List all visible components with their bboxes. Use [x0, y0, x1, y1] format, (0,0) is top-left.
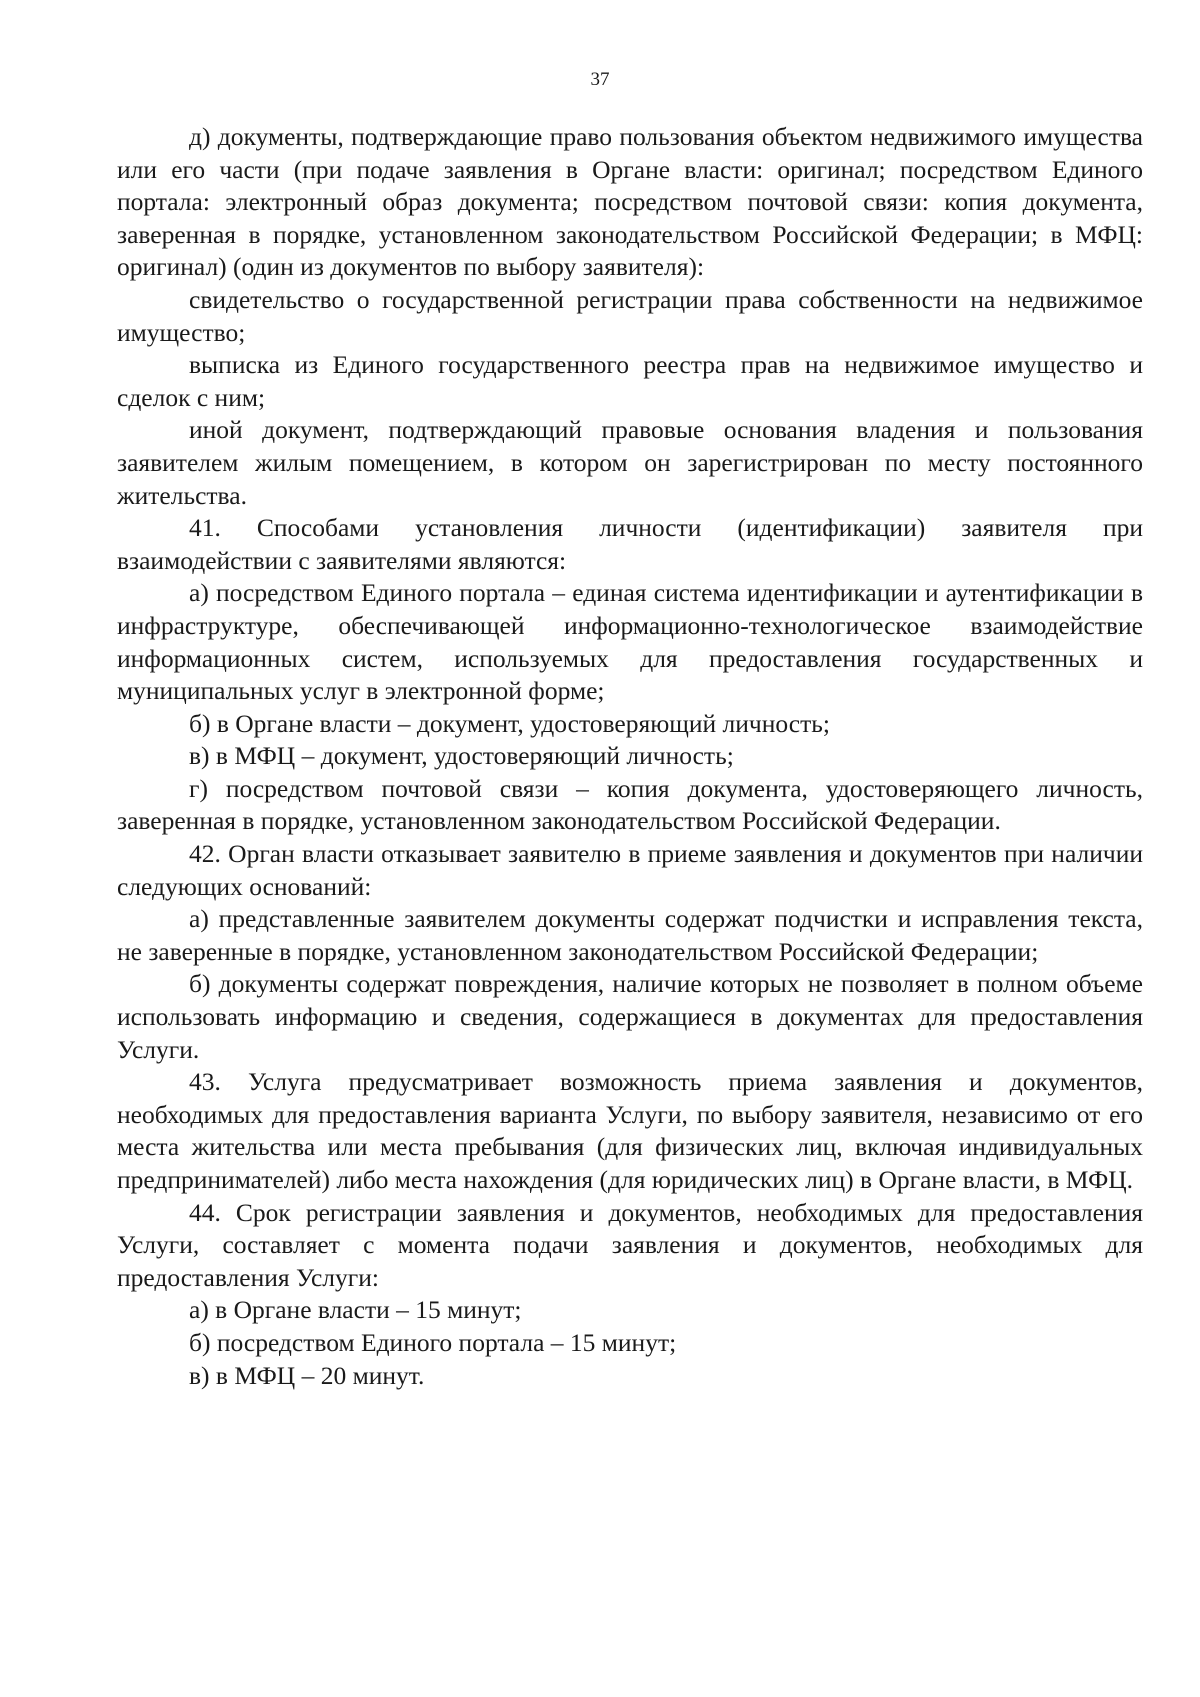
paragraph-41-identification: 41. Способами установления личности (идентификации) заявителя при взаимодействии с заявителями являются: [117, 513, 1143, 575]
page-number: 37 [590, 69, 610, 90]
paragraph-44-a: а) в Органе власти – 15 минут; [189, 1295, 522, 1325]
paragraph-registry-extract: выписка из Единого государственного реестра прав на недвижимое имущество и сделок с ним; [117, 350, 1143, 412]
paragraph-44-b: б) посредством Единого портала – 15 минут; [189, 1327, 677, 1357]
paragraph-43-application-acceptance: 43. Услуга предусматривает возможность приема заявления и документов, необходимых для предоставления варианта Услуги, по выбору заявителя, независимо от его места жительства или места пребывания (для физических лиц, включая индивидуальных предпринимателей) либо места нахождения (для юридических лиц) в Органе власти, в МФЦ. [117, 1067, 1143, 1194]
paragraph-41-v: в) в МФЦ – документ, удостоверяющий личность; [189, 741, 734, 771]
paragraph-42-refusal: 42. Орган власти отказывает заявителю в приеме заявления и документов при наличии следующих оснований: [117, 839, 1143, 901]
paragraph-ownership-certificate: свидетельство о государственной регистрации права собственности на недвижимое имущество; [117, 284, 1143, 347]
paragraph-41-a: а) посредством Единого портала – единая система идентификации и аутентификации в инфраструктуре, обеспечивающей информационно-технологическое взаимодействие информационных систем, используемых для предоставления государственных и муниципальных услуг в электронной форме; [117, 578, 1143, 706]
paragraph-42-b: б) документы содержат повреждения, наличие которых не позволяет в полном объеме использовать информацию и сведения, содержащиеся в документах для предоставления Услуги. [117, 969, 1143, 1064]
document-body [117, 121, 1143, 1392]
paragraph-other-document: иной документ, подтверждающий правовые основания владения и пользования заявителем жилым помещением, в котором он зарегистрирован по месту постоянного жительства. [117, 415, 1143, 510]
paragraph-41-b: б) в Органе власти – документ, удостоверяющий личность; [189, 708, 830, 738]
paragraph-44-v: в) в МФЦ – 20 минут. [189, 1360, 425, 1390]
paragraph-44-registration-term: 44. Срок регистрации заявления и документов, необходимых для предоставления Услуги, составляет с момента подачи заявления и документов, необходимых для предоставления Услуги: [117, 1197, 1143, 1292]
paragraph-item-d-property-documents: д) документы, подтверждающие право пользования объектом недвижимого имущества или его части (при подаче заявления в Органе власти: оригинал; посредством Единого портала: электронный образ документа; посредством почтовой связи: копия документа, заверенная в порядке, установленном законодательством Российской Федерации; в МФЦ: оригинал) (один из документов по выбору заявителя): [117, 122, 1143, 282]
paragraph-42-a: а) представленные заявителем документы содержат подчистки и исправления текста, не заверенные в порядке, установленном законодательством Российской Федерации; [117, 904, 1143, 966]
paragraph-41-g: г) посредством почтовой связи – копия документа, удостоверяющего личность, заверенная в порядке, установленном законодательством Российской Федерации. [117, 773, 1143, 836]
